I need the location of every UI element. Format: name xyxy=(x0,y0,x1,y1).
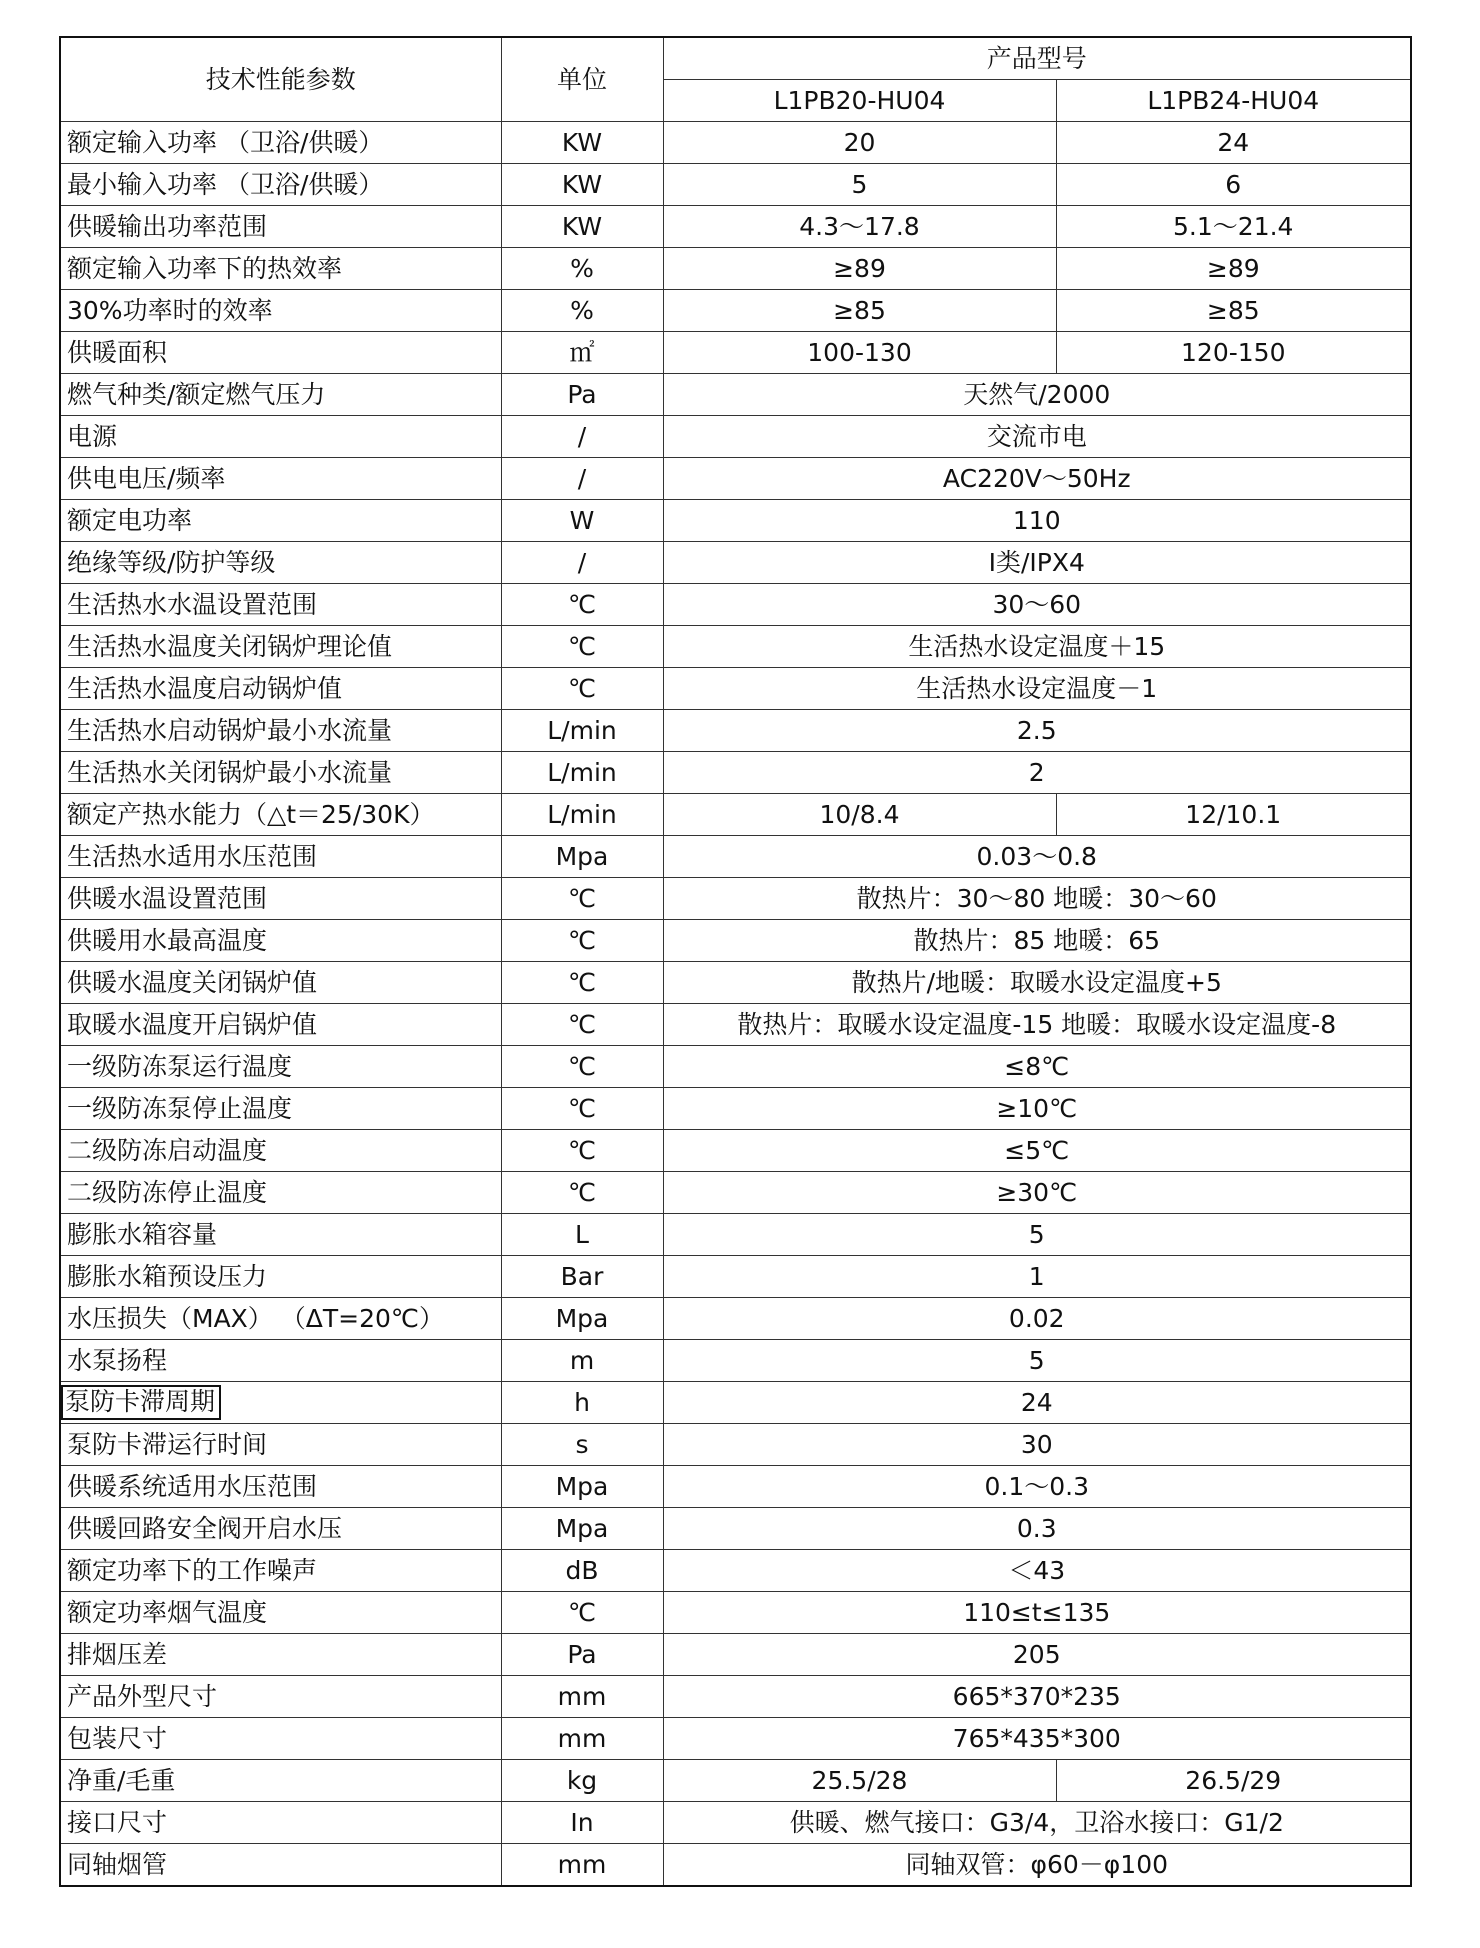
table-row xyxy=(60,458,1411,500)
table-row xyxy=(60,1634,1411,1676)
header-param: 技术性能参数 xyxy=(60,37,501,122)
param-name: 同轴烟管 xyxy=(60,1844,501,1887)
param-unit: ℃ xyxy=(501,878,663,920)
param-unit: / xyxy=(501,542,663,584)
param-name: 额定功率烟气温度 xyxy=(60,1592,501,1634)
param-name: 生活热水温度启动锅炉值 xyxy=(60,668,501,710)
spec-rows xyxy=(60,122,1411,1887)
table-row xyxy=(60,1382,1411,1424)
param-unit: ℃ xyxy=(501,962,663,1004)
param-unit: m xyxy=(501,1340,663,1382)
param-value-model-1: 5 xyxy=(663,164,1056,206)
param-unit: L/min xyxy=(501,752,663,794)
table-row xyxy=(60,836,1411,878)
param-value-shared: 交流市电 xyxy=(663,416,1411,458)
header-unit: 单位 xyxy=(501,37,663,122)
table-row xyxy=(60,248,1411,290)
table-row xyxy=(60,1676,1411,1718)
param-value-shared: 散热片：30～80 地暖：30～60 xyxy=(663,878,1411,920)
table-row xyxy=(60,122,1411,164)
param-unit: dB xyxy=(501,1550,663,1592)
param-value-shared: 0.02 xyxy=(663,1298,1411,1340)
param-value-shared: ＜43 xyxy=(663,1550,1411,1592)
param-unit: KW xyxy=(501,122,663,164)
param-value-shared: 0.03～0.8 xyxy=(663,836,1411,878)
table-row xyxy=(60,1592,1411,1634)
param-unit: KW xyxy=(501,164,663,206)
param-name: 生活热水水温设置范围 xyxy=(60,584,501,626)
param-unit: / xyxy=(501,458,663,500)
table-row xyxy=(60,1508,1411,1550)
param-value-shared: 供暖、燃气接口：G3/4，卫浴水接口：G1/2 xyxy=(663,1802,1411,1844)
param-unit: h xyxy=(501,1382,663,1424)
param-unit: ℃ xyxy=(501,1004,663,1046)
table-row xyxy=(60,1214,1411,1256)
spec-table xyxy=(59,36,1412,1887)
param-value-model-2: 12/10.1 xyxy=(1056,794,1411,836)
param-name: 泵防卡滞运行时间 xyxy=(60,1424,501,1466)
param-value-shared: 2 xyxy=(663,752,1411,794)
param-name: 排烟压差 xyxy=(60,1634,501,1676)
param-name: 最小输入功率 （卫浴/供暖） xyxy=(60,164,501,206)
param-unit: % xyxy=(501,248,663,290)
param-unit: ℃ xyxy=(501,1088,663,1130)
param-name: 绝缘等级/防护等级 xyxy=(60,542,501,584)
param-value-model-2: 5.1～21.4 xyxy=(1056,206,1411,248)
param-name: 30%功率时的效率 xyxy=(60,290,501,332)
header-model-group: 产品型号 xyxy=(663,37,1411,80)
table-row xyxy=(60,1550,1411,1592)
param-name: 燃气种类/额定燃气压力 xyxy=(60,374,501,416)
param-name: 二级防冻停止温度 xyxy=(60,1172,501,1214)
table-row xyxy=(60,1046,1411,1088)
table-row xyxy=(60,416,1411,458)
param-name: 额定产热水能力（△t＝25/30K） xyxy=(60,794,501,836)
param-value-model-2: 26.5/29 xyxy=(1056,1760,1411,1802)
param-value-model-1: 25.5/28 xyxy=(663,1760,1056,1802)
param-name: 电源 xyxy=(60,416,501,458)
table-row xyxy=(60,1466,1411,1508)
param-value-shared: 30～60 xyxy=(663,584,1411,626)
table-row xyxy=(60,794,1411,836)
table-row xyxy=(60,1088,1411,1130)
param-value-shared: 天然气/2000 xyxy=(663,374,1411,416)
param-value-shared: ≥30℃ xyxy=(663,1172,1411,1214)
table-row xyxy=(60,962,1411,1004)
table-row xyxy=(60,1172,1411,1214)
param-name: 生活热水温度关闭锅炉理论值 xyxy=(60,626,501,668)
param-unit: ℃ xyxy=(501,584,663,626)
table-row xyxy=(60,752,1411,794)
header-model-2: L1PB24-HU04 xyxy=(1056,80,1411,122)
param-value-shared: 5 xyxy=(663,1340,1411,1382)
param-value-shared: 24 xyxy=(663,1382,1411,1424)
param-value-model-1: ≥89 xyxy=(663,248,1056,290)
param-value-model-2: 24 xyxy=(1056,122,1411,164)
param-name: 额定输入功率 （卫浴/供暖） xyxy=(60,122,501,164)
param-value-shared: 110 xyxy=(663,500,1411,542)
param-unit: W xyxy=(501,500,663,542)
header-row xyxy=(60,37,1411,80)
param-name: 膨胀水箱容量 xyxy=(60,1214,501,1256)
param-name: 净重/毛重 xyxy=(60,1760,501,1802)
param-name: 接口尺寸 xyxy=(60,1802,501,1844)
header-model-1: L1PB20-HU04 xyxy=(663,80,1056,122)
param-unit: mm xyxy=(501,1676,663,1718)
table-row xyxy=(60,1004,1411,1046)
param-value-shared: 散热片/地暖：取暖水设定温度+5 xyxy=(663,962,1411,1004)
param-unit: Mpa xyxy=(501,1508,663,1550)
table-row xyxy=(60,1256,1411,1298)
table-row xyxy=(60,164,1411,206)
param-value-shared: AC220V～50Hz xyxy=(663,458,1411,500)
param-name: 二级防冻启动温度 xyxy=(60,1130,501,1172)
param-value-shared: 2.5 xyxy=(663,710,1411,752)
param-value-shared: 765*435*300 xyxy=(663,1718,1411,1760)
param-name: 额定电功率 xyxy=(60,500,501,542)
param-unit: % xyxy=(501,290,663,332)
param-unit: Pa xyxy=(501,374,663,416)
param-unit: Mpa xyxy=(501,836,663,878)
table-row xyxy=(60,500,1411,542)
param-name: 水泵扬程 xyxy=(60,1340,501,1382)
param-name: 供电电压/频率 xyxy=(60,458,501,500)
param-unit: ℃ xyxy=(501,668,663,710)
table-row xyxy=(60,584,1411,626)
param-value-model-2: ≥89 xyxy=(1056,248,1411,290)
table-row xyxy=(60,206,1411,248)
param-value-model-1: 20 xyxy=(663,122,1056,164)
param-unit: Bar xyxy=(501,1256,663,1298)
table-row xyxy=(60,668,1411,710)
param-name: 产品外型尺寸 xyxy=(60,1676,501,1718)
param-unit: Mpa xyxy=(501,1466,663,1508)
param-unit: Mpa xyxy=(501,1298,663,1340)
param-value-shared: ≥10℃ xyxy=(663,1088,1411,1130)
param-value-model-2: 120-150 xyxy=(1056,332,1411,374)
param-unit: ℃ xyxy=(501,626,663,668)
param-value-shared: 生活热水设定温度－1 xyxy=(663,668,1411,710)
param-name: 额定功率下的工作噪声 xyxy=(60,1550,501,1592)
param-value-model-1: ≥85 xyxy=(663,290,1056,332)
param-name: 供暖系统适用水压范围 xyxy=(60,1466,501,1508)
param-name: 一级防冻泵运行温度 xyxy=(60,1046,501,1088)
table-row xyxy=(60,1340,1411,1382)
param-value-shared: 665*370*235 xyxy=(663,1676,1411,1718)
table-row xyxy=(60,1802,1411,1844)
param-value-shared: 散热片：85 地暖：65 xyxy=(663,920,1411,962)
param-value-shared: Ⅰ类/IPX4 xyxy=(663,542,1411,584)
table-row xyxy=(60,332,1411,374)
param-name: 供暖水温设置范围 xyxy=(60,878,501,920)
param-name: 一级防冻泵停止温度 xyxy=(60,1088,501,1130)
table-row xyxy=(60,626,1411,668)
param-unit: ℃ xyxy=(501,1172,663,1214)
param-value-model-1: 100-130 xyxy=(663,332,1056,374)
param-unit: / xyxy=(501,416,663,458)
table-row xyxy=(60,542,1411,584)
param-unit: Pa xyxy=(501,1634,663,1676)
param-value-shared: 同轴双管：φ60－φ100 xyxy=(663,1844,1411,1887)
param-value-shared: 生活热水设定温度＋15 xyxy=(663,626,1411,668)
param-name: 供暖水温度关闭锅炉值 xyxy=(60,962,501,1004)
param-value-shared: 0.1～0.3 xyxy=(663,1466,1411,1508)
param-value-shared: 205 xyxy=(663,1634,1411,1676)
param-name: 供暖用水最高温度 xyxy=(60,920,501,962)
param-value-shared: 5 xyxy=(663,1214,1411,1256)
param-name: 生活热水关闭锅炉最小水流量 xyxy=(60,752,501,794)
param-name: 供暖输出功率范围 xyxy=(60,206,501,248)
param-unit: mm xyxy=(501,1718,663,1760)
param-name: 取暖水温度开启锅炉值 xyxy=(60,1004,501,1046)
table-row xyxy=(60,1844,1411,1887)
param-name: 包装尺寸 xyxy=(60,1718,501,1760)
param-unit: ℃ xyxy=(501,920,663,962)
param-value-model-2: ≥85 xyxy=(1056,290,1411,332)
param-value-model-2: 6 xyxy=(1056,164,1411,206)
param-unit: ℃ xyxy=(501,1130,663,1172)
param-value-shared: 110≤t≤135 xyxy=(663,1592,1411,1634)
table-row xyxy=(60,920,1411,962)
param-unit: ℃ xyxy=(501,1592,663,1634)
param-name xyxy=(60,1382,501,1424)
param-unit: In xyxy=(501,1802,663,1844)
param-unit: KW xyxy=(501,206,663,248)
param-name: 生活热水适用水压范围 xyxy=(60,836,501,878)
table-row xyxy=(60,1424,1411,1466)
table-row xyxy=(60,1718,1411,1760)
param-unit: s xyxy=(501,1424,663,1466)
table-row xyxy=(60,878,1411,920)
param-name: 生活热水启动锅炉最小水流量 xyxy=(60,710,501,752)
param-value-model-1: 4.3～17.8 xyxy=(663,206,1056,248)
param-name: 水压损失（MAX） （ΔT=20℃） xyxy=(60,1298,501,1340)
table-row xyxy=(60,374,1411,416)
param-value-shared: 散热片：取暖水设定温度-15 地暖：取暖水设定温度-8 xyxy=(663,1004,1411,1046)
param-name: 供暖面积 xyxy=(60,332,501,374)
table-row xyxy=(60,710,1411,752)
param-unit: L xyxy=(501,1214,663,1256)
param-unit: L/min xyxy=(501,710,663,752)
table-row xyxy=(60,1298,1411,1340)
param-value-shared: 1 xyxy=(663,1256,1411,1298)
param-value-model-1: 10/8.4 xyxy=(663,794,1056,836)
table-row xyxy=(60,1760,1411,1802)
param-value-shared: 30 xyxy=(663,1424,1411,1466)
param-value-shared: ≤5℃ xyxy=(663,1130,1411,1172)
param-value-shared: 0.3 xyxy=(663,1508,1411,1550)
param-value-shared: ≤8℃ xyxy=(663,1046,1411,1088)
param-name: 供暖回路安全阀开启水压 xyxy=(60,1508,501,1550)
param-unit: ℃ xyxy=(501,1046,663,1088)
table-row xyxy=(60,290,1411,332)
table-row xyxy=(60,1130,1411,1172)
param-name: 膨胀水箱预设压力 xyxy=(60,1256,501,1298)
param-name: 额定输入功率下的热效率 xyxy=(60,248,501,290)
param-unit: ㎡ xyxy=(501,332,663,374)
param-unit: L/min xyxy=(501,794,663,836)
param-unit: kg xyxy=(501,1760,663,1802)
param-unit: mm xyxy=(501,1844,663,1887)
param-name-boxed: 泵防卡滞周期 xyxy=(61,1385,221,1420)
